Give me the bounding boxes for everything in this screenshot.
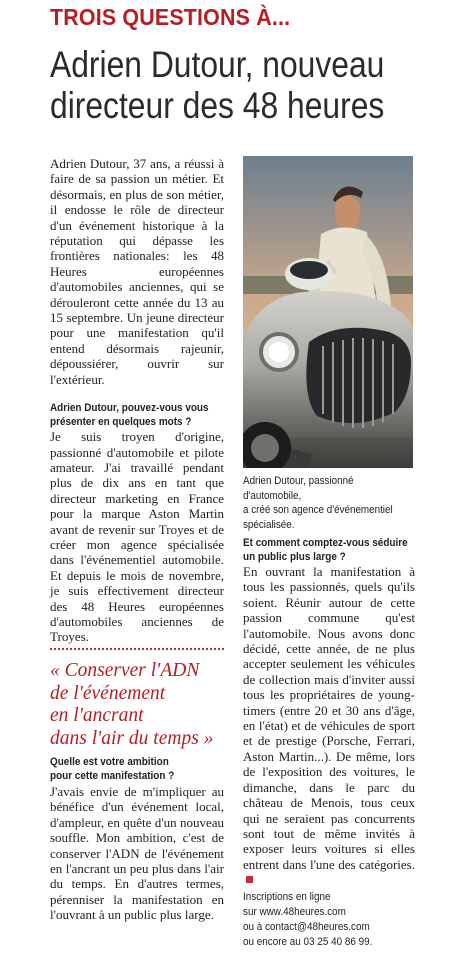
info-line-1: Inscriptions en ligne [243, 890, 331, 903]
caption-line-1: Adrien Dutour, passionné d'automobile, [243, 475, 354, 502]
info-line-2[interactable]: sur www.48heures.com [243, 905, 346, 918]
pull-quote-line-3: en l'ancrant [50, 705, 144, 726]
section-kicker: TROIS QUESTIONS À... [50, 4, 291, 30]
answer-3 [243, 564, 415, 888]
question-3-line-1: Et comment comptez-vous séduire [243, 537, 408, 549]
left-column [50, 156, 224, 645]
pull-quote-line-4: dans l'air du temps » [50, 727, 214, 749]
registration-info [243, 890, 398, 950]
answer-3-text: En ouvrant la manifestation à tous les passionnés, quels qu'ils soient. Réunir autour de cette passion commune qu'est l'automobile. Nous avons donc décidé, cette année, de ne plus accepter seulement les véhicules de collection mais d'inviter aussi tous les propriétaires de young-timers (entre 20 et 30 ans d'âge, en l'état) et de véhicules de sport et de prestige (Porsche, Ferrari, Aston Martin...). De même, lors de l'exposition des voitures, le dimanche, dans le parc du château de Menois, tous ceux qui ne seraient pas concurrents sont tout de même invités à exposer leurs voitures si elles entrent dans l'une des catégories. [243, 564, 415, 872]
photo-caption [243, 474, 397, 532]
article-headline [50, 44, 411, 126]
pull-quote-line-1: « Conserver l'ADN [50, 660, 200, 681]
pull-quote [50, 660, 213, 750]
info-line-3[interactable]: ou à contact@48heures.com [243, 920, 370, 933]
answer-1: Je suis troyen d'origine, passionné d'automobile et pilote amateur. J'ai travaillé pendant plus de dix ans en tant que directeur marketing en France pour la marque Aston Martin avant de revenir sur Troyes et de créer mon agence spécialisée dans l'événementiel automobile. Et depuis le mois de novembre, je suis effectivement directeur des 48 Heures européennes d'automobiles anciennes de Troyes. [50, 429, 224, 645]
info-line-4: ou encore au 03 25 40 86 99. [243, 935, 373, 948]
question-1-line-1: Adrien Dutour, pouvez-vous vous [50, 402, 209, 415]
article-photo [243, 156, 413, 468]
caption-line-3: spécialisée. [243, 518, 295, 531]
intro-paragraph: Adrien Dutour, 37 ans, a réussi à faire de sa passion un métier. Et désormais, en plus de son métier, il endosse le rôle de directeur d'un événement historique à la réputation qui dépasse les frontières nationales: les 48 Heures européennes d'automobiles anciennes, qui se dérouleront cette année du 13 au 15 septembre. Un jeune directeur pour une manifestation qu'il entend désormais rajeunir, dépoussiérer, ouvrir sur l'extérieur. [50, 156, 224, 387]
question-3 [243, 537, 408, 564]
headline-line-1: Adrien Dutour, nouveau [50, 44, 385, 85]
answer-2: J'avais envie de m'impliquer au bénéfice d'un événement local, d'ampleur, en quête d'un nouveau souffle. Mon ambition, c'est de conserver l'ADN de l'événement en l'ancrant un peu plus dans l'air du temps. En d'autres termes, pérenniser la manifestation en l'ouvrant à un public plus large. [50, 784, 224, 923]
question-1 [50, 402, 209, 429]
question-2-line-2: pour cette manifestation ? [50, 769, 175, 782]
question-1-line-2: présenter en quelques mots ? [50, 415, 192, 428]
pull-quote-line-2: de l'événement [50, 682, 166, 704]
question-2-line-1: Quelle est votre ambition [50, 756, 169, 768]
photo-vintage-car-driver-icon [243, 156, 413, 468]
question-3-line-2: un public plus large ? [243, 550, 346, 563]
left-column-bottom [50, 756, 224, 923]
headline-line-2: directeur des 48 heures [50, 85, 385, 126]
pullquote-divider [50, 648, 224, 650]
end-square-icon [246, 876, 253, 883]
right-column [243, 537, 415, 950]
caption-line-2: a créé son agence d'événementiel [243, 504, 393, 516]
question-2 [50, 756, 203, 783]
